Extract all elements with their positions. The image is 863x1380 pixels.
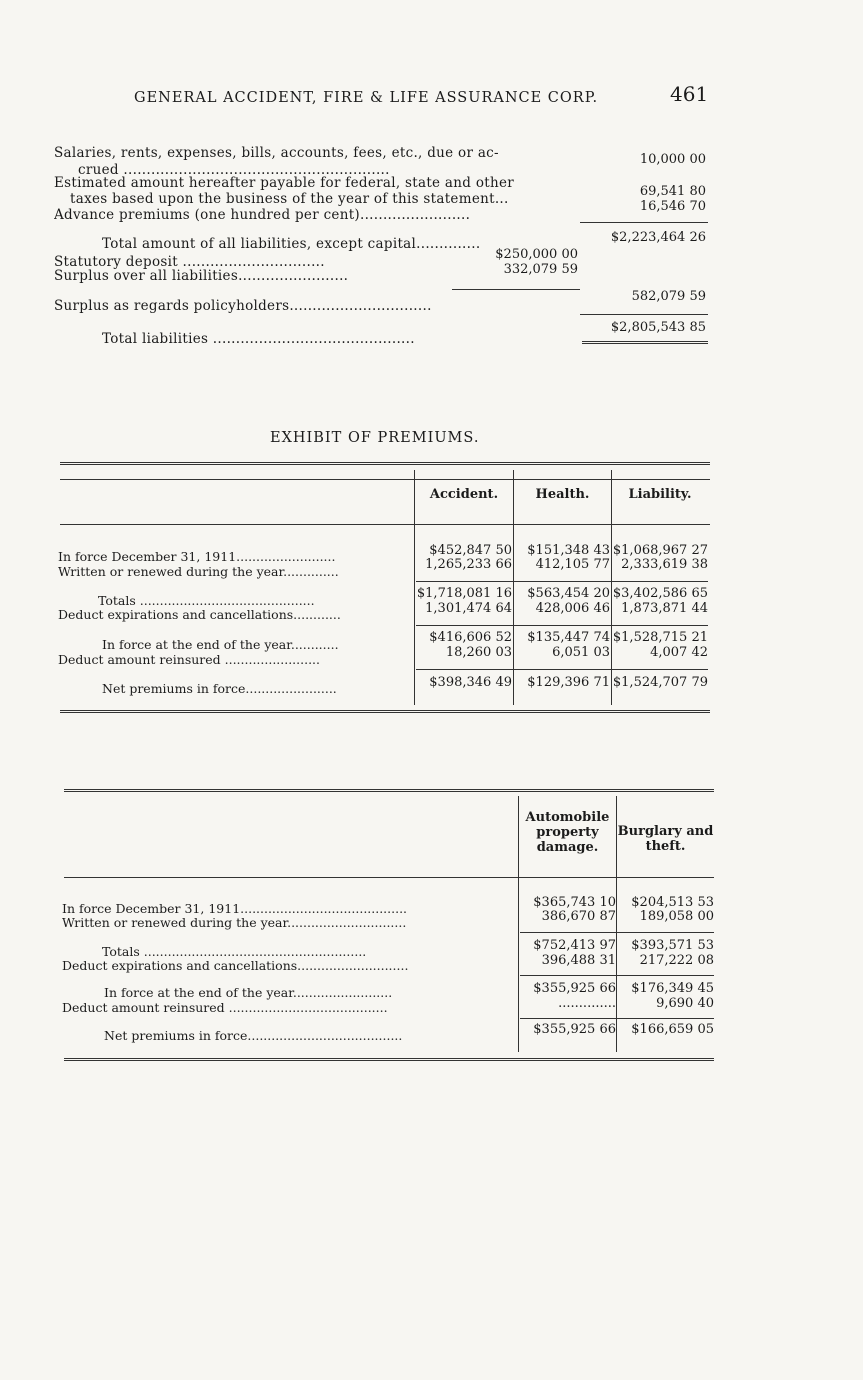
exhibit-title: EXHIBIT OF PREMIUMS.	[270, 430, 480, 446]
surplus-label: Surplus over all liabilities........................	[54, 268, 349, 284]
column-header-health: Health.	[535, 487, 590, 502]
table-cell: $135,447 74	[527, 630, 610, 645]
total-except-capital-amount: $2,223,464 26	[610, 230, 706, 245]
table-cell: 189,058 00	[639, 909, 714, 924]
divider	[580, 314, 708, 315]
table-row-label: Totals ............................................	[98, 593, 315, 608]
table-cell: 1,265,233 66	[425, 557, 512, 572]
table-cell: $3,402,586 65	[612, 586, 708, 601]
subtotal-rule	[416, 669, 708, 670]
statutory-deposit-amount: $250,000 00	[495, 247, 578, 262]
table-cell: $1,718,081 16	[416, 586, 512, 601]
table-row-label: Net premiums in force.......................................	[104, 1028, 403, 1043]
estimated-label-line1: Estimated amount hereafter payable for federal, state and other	[54, 175, 515, 191]
subtotal-rule	[416, 625, 708, 626]
table-top-rule	[60, 462, 710, 465]
table-cell: $166,659 05	[631, 1022, 714, 1037]
surplus-policyholders-amount: 582,079 59	[631, 289, 706, 304]
table-row-label: Deduct expirations and cancellations............................	[62, 958, 409, 973]
table-cell: $1,524,707 79	[612, 675, 708, 690]
table-bottom-rule	[60, 710, 710, 713]
estimated-label-line2: taxes based upon the business of the year of this statement...	[70, 191, 509, 207]
table-cell: 412,105 77	[535, 557, 610, 572]
table-cell: 2,333,619 38	[621, 557, 708, 572]
advance-premiums-label: Advance premiums (one hundred per cent)........................	[54, 207, 471, 223]
table-top-rule	[64, 789, 714, 792]
salaries-label-line2: crued ..........................................................	[78, 162, 390, 178]
surplus-policyholders-label: Surplus as regards policyholders...............................	[54, 298, 432, 314]
table-row-label: In force December 31, 1911..........................................	[62, 901, 408, 916]
page-number: 461	[670, 82, 709, 106]
divider	[580, 222, 708, 223]
table-row-label: Written or renewed during the year..............................	[62, 915, 407, 930]
table-cell: $393,571 53	[631, 938, 714, 953]
column-header-accident: Accident.	[429, 487, 499, 502]
subtotal-rule	[520, 975, 714, 976]
table-cell: ..............	[558, 996, 616, 1011]
table-cell: 396,488 31	[541, 953, 616, 968]
table-cell: $1,528,715 21	[612, 630, 708, 645]
table-bottom-rule	[64, 1058, 714, 1061]
table-row-label: In force December 31, 1911.........................	[58, 549, 336, 564]
estimated-amount: 69,541 80	[639, 184, 706, 199]
surplus-amount: 332,079 59	[503, 262, 578, 277]
total-liabilities-amount: $2,805,543 85	[610, 320, 706, 335]
table-cell: $365,743 10	[533, 895, 616, 910]
column-header-liability: Liability.	[628, 487, 692, 502]
table-cell: $355,925 66	[533, 981, 616, 996]
table-header-rule	[60, 479, 710, 480]
table-row-label: Deduct amount reinsured ........................	[58, 652, 320, 667]
table-row-label: Totals ........................................................	[102, 944, 367, 959]
salaries-amount: 10,000 00	[639, 152, 706, 167]
divider	[452, 289, 580, 290]
subtotal-rule	[416, 581, 708, 582]
table-cell: $129,396 71	[527, 675, 610, 690]
table-cell: 386,670 87	[541, 909, 616, 924]
table-row-label: Deduct expirations and cancellations............	[58, 607, 341, 622]
table-cell: 4,007 42	[650, 645, 708, 660]
column-divider	[414, 470, 415, 705]
subtotal-rule	[520, 932, 714, 933]
total-liabilities-label: Total liabilities ............................................	[102, 331, 415, 347]
table-cell: $1,068,967 27	[612, 543, 708, 558]
salaries-label-line1: Salaries, rents, expenses, bills, accounts, fees, etc., due or ac-	[54, 145, 499, 161]
table-cell: $416,606 52	[429, 630, 512, 645]
table-cell: $398,346 49	[429, 675, 512, 690]
double-rule	[582, 341, 708, 344]
subtotal-rule	[520, 1018, 714, 1019]
column-header-automobile: Automobile property damage.	[525, 810, 610, 855]
table-cell: $151,348 43	[527, 543, 610, 558]
table-row-label: Deduct amount reinsured ........................................	[62, 1000, 388, 1015]
table-cell: $563,454 20	[527, 586, 610, 601]
statutory-deposit-label: Statutory deposit ...............................	[54, 254, 325, 270]
total-except-capital-label: Total amount of all liabilities, except capital..............	[102, 236, 481, 252]
table-row-label: Written or renewed during the year..............	[58, 564, 339, 579]
table-row-label: In force at the end of the year............	[102, 637, 339, 652]
column-header-burglary: Burglary and theft.	[617, 824, 714, 854]
table-cell: 9,690 40	[656, 996, 714, 1011]
table-cell: 18,260 03	[445, 645, 512, 660]
page-header-title: GENERAL ACCIDENT, FIRE & LIFE ASSURANCE CORP.	[134, 90, 599, 106]
table-cell: $176,349 45	[631, 981, 714, 996]
table-row-label: Net premiums in force.......................	[102, 681, 337, 696]
table-cell: 428,006 46	[535, 601, 610, 616]
table-cell: $204,513 53	[631, 895, 714, 910]
table-header-bottom-rule	[60, 524, 710, 525]
table-cell: 217,222 08	[639, 953, 714, 968]
table-cell: 1,301,474 64	[425, 601, 512, 616]
table-cell: $452,847 50	[429, 543, 512, 558]
table-cell: 1,873,871 44	[621, 601, 708, 616]
table-cell: $355,925 66	[533, 1022, 616, 1037]
table-cell: $752,413 97	[533, 938, 616, 953]
table-row-label: In force at the end of the year.........................	[104, 985, 393, 1000]
table-cell: 6,051 03	[552, 645, 610, 660]
table-header-bottom-rule	[64, 877, 714, 878]
advance-premiums-amount: 16,546 70	[639, 199, 706, 214]
